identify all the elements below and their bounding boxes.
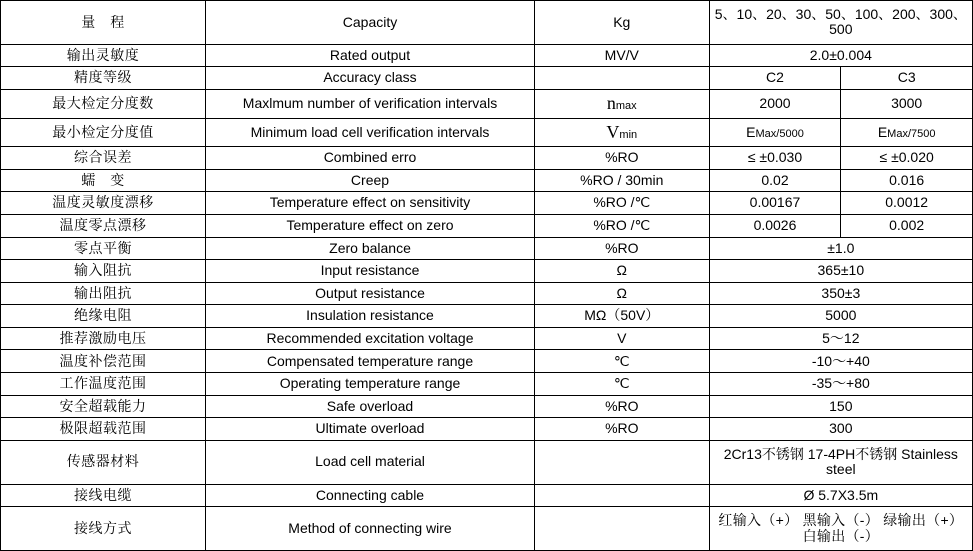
table-row <box>1 44 973 67</box>
row-label-cn: 极限超载范围 <box>1 418 206 441</box>
row-label-en: Compensated temperature range <box>206 350 535 373</box>
table-row <box>1 507 973 551</box>
row-label-en: Ultimate overload <box>206 418 535 441</box>
row-value: -35～+80 <box>709 373 972 396</box>
row-label-en: Maxlmum number of verification intervals <box>206 89 535 118</box>
row-unit: ℃ <box>534 350 709 373</box>
row-label-cn: 温度零点漂移 <box>1 214 206 237</box>
table-row <box>1 305 973 328</box>
unit-subscript: max <box>615 99 637 112</box>
row-value-c2: C2 <box>709 67 841 90</box>
row-label-cn: 精度等级 <box>1 67 206 90</box>
row-value: Ø 5.7X3.5m <box>709 484 972 507</box>
row-unit: %RO / 30min <box>534 169 709 192</box>
unit-symbol: V <box>606 121 620 142</box>
row-value-c3: 0.002 <box>841 214 973 237</box>
table-row <box>1 147 973 170</box>
row-value: 2.0±0.004 <box>709 44 972 67</box>
row-label-en: Combined erro <box>206 147 535 170</box>
row-value-c3 <box>841 118 973 147</box>
row-unit: Kg <box>534 1 709 45</box>
row-label-en: Method of connecting wire <box>206 507 535 551</box>
row-value: 5～12 <box>709 327 972 350</box>
row-unit: %RO <box>534 395 709 418</box>
row-label-cn: 接线方式 <box>1 507 206 551</box>
row-value-c2: 0.0026 <box>709 214 841 237</box>
row-label-cn: 蠕 变 <box>1 169 206 192</box>
table-row <box>1 418 973 441</box>
row-label-en: Temperature effect on sensitivity <box>206 192 535 215</box>
table-row <box>1 440 973 484</box>
row-label-cn: 零点平衡 <box>1 237 206 260</box>
row-unit <box>534 67 709 90</box>
value-subscript: Max/5000 <box>755 127 804 140</box>
row-label-en: Safe overload <box>206 395 535 418</box>
row-label-cn: 输出灵敏度 <box>1 44 206 67</box>
row-label-cn: 温度补偿范围 <box>1 350 206 373</box>
row-label-en: Load cell material <box>206 440 535 484</box>
row-value: ±1.0 <box>709 237 972 260</box>
table-row <box>1 1 973 45</box>
row-value: 365±10 <box>709 260 972 283</box>
table-row <box>1 237 973 260</box>
row-label-en: Minimum load cell verification intervals <box>206 118 535 147</box>
value-symbol: E <box>877 123 888 140</box>
row-label-en: Input resistance <box>206 260 535 283</box>
row-label-cn: 推荐激励电压 <box>1 327 206 350</box>
row-unit: ℃ <box>534 373 709 396</box>
row-value-c2: 0.00167 <box>709 192 841 215</box>
row-value-c3: 0.016 <box>841 169 973 192</box>
row-unit: %RO <box>534 237 709 260</box>
row-unit <box>534 507 709 551</box>
row-unit: %RO /℃ <box>534 214 709 237</box>
row-unit: Ω <box>534 282 709 305</box>
row-value-c2: ≤ ±0.030 <box>709 147 841 170</box>
row-unit <box>534 89 709 118</box>
value-subscript: Max/7500 <box>887 127 936 140</box>
row-label-en: Accuracy class <box>206 67 535 90</box>
row-label-cn: 传感器材料 <box>1 440 206 484</box>
row-label-en: Connecting cable <box>206 484 535 507</box>
table-row <box>1 395 973 418</box>
table-row <box>1 118 973 147</box>
row-value: 300 <box>709 418 972 441</box>
table-row <box>1 89 973 118</box>
table-row <box>1 214 973 237</box>
row-value: -10～+40 <box>709 350 972 373</box>
row-label-cn: 最小检定分度值 <box>1 118 206 147</box>
row-label-cn: 接线电缆 <box>1 484 206 507</box>
row-label-en: Operating temperature range <box>206 373 535 396</box>
row-label-cn: 温度灵敏度漂移 <box>1 192 206 215</box>
table-row <box>1 192 973 215</box>
table-row <box>1 373 973 396</box>
row-value: 2Cr13不锈钢 17-4PH不锈钢 Stainless steel <box>709 440 972 484</box>
row-value: 红输入（+） 黑输入（-） 绿输出（+） 白输出（-） <box>709 507 972 551</box>
row-value-c3: 0.0012 <box>841 192 973 215</box>
row-unit <box>534 440 709 484</box>
row-value-c2: 0.02 <box>709 169 841 192</box>
row-value: 5000 <box>709 305 972 328</box>
value-symbol: E <box>746 123 756 140</box>
row-label-en: Capacity <box>206 1 535 45</box>
row-label-cn: 绝缘电阻 <box>1 305 206 328</box>
specification-table-body <box>1 1 973 551</box>
row-value-c3: C3 <box>841 67 973 90</box>
table-row <box>1 327 973 350</box>
row-unit: Ω <box>534 260 709 283</box>
row-label-en: Temperature effect on zero <box>206 214 535 237</box>
table-row <box>1 169 973 192</box>
row-label-en: Insulation resistance <box>206 305 535 328</box>
row-unit: V <box>534 327 709 350</box>
row-label-cn: 最大检定分度数 <box>1 89 206 118</box>
row-value: 5、10、20、30、50、100、200、300、500 <box>709 1 972 45</box>
unit-subscript: min <box>619 128 638 141</box>
row-unit <box>534 484 709 507</box>
row-unit: %RO <box>534 418 709 441</box>
row-value-c2: 2000 <box>709 89 841 118</box>
row-value-c3: ≤ ±0.020 <box>841 147 973 170</box>
row-label-en: Zero balance <box>206 237 535 260</box>
table-row <box>1 67 973 90</box>
row-value-c2 <box>709 118 841 147</box>
table-row <box>1 350 973 373</box>
table-row <box>1 484 973 507</box>
row-label-cn: 工作温度范围 <box>1 373 206 396</box>
row-unit: MΩ（50V） <box>534 305 709 328</box>
row-label-cn: 输出阻抗 <box>1 282 206 305</box>
unit-symbol: n <box>606 92 616 113</box>
row-unit: %RO /℃ <box>534 192 709 215</box>
row-label-en: Output resistance <box>206 282 535 305</box>
row-label-cn: 综合误差 <box>1 147 206 170</box>
table-row <box>1 282 973 305</box>
row-label-en: Recommended excitation voltage <box>206 327 535 350</box>
row-label-cn: 安全超载能力 <box>1 395 206 418</box>
row-label-cn: 输入阻抗 <box>1 260 206 283</box>
table-row <box>1 260 973 283</box>
row-value: 350±3 <box>709 282 972 305</box>
row-label-en: Creep <box>206 169 535 192</box>
row-label-en: Rated output <box>206 44 535 67</box>
row-unit: MV/V <box>534 44 709 67</box>
row-label-cn: 量 程 <box>1 1 206 45</box>
row-unit <box>534 118 709 147</box>
row-value-c3: 3000 <box>841 89 973 118</box>
row-unit: %RO <box>534 147 709 170</box>
row-value: 150 <box>709 395 972 418</box>
